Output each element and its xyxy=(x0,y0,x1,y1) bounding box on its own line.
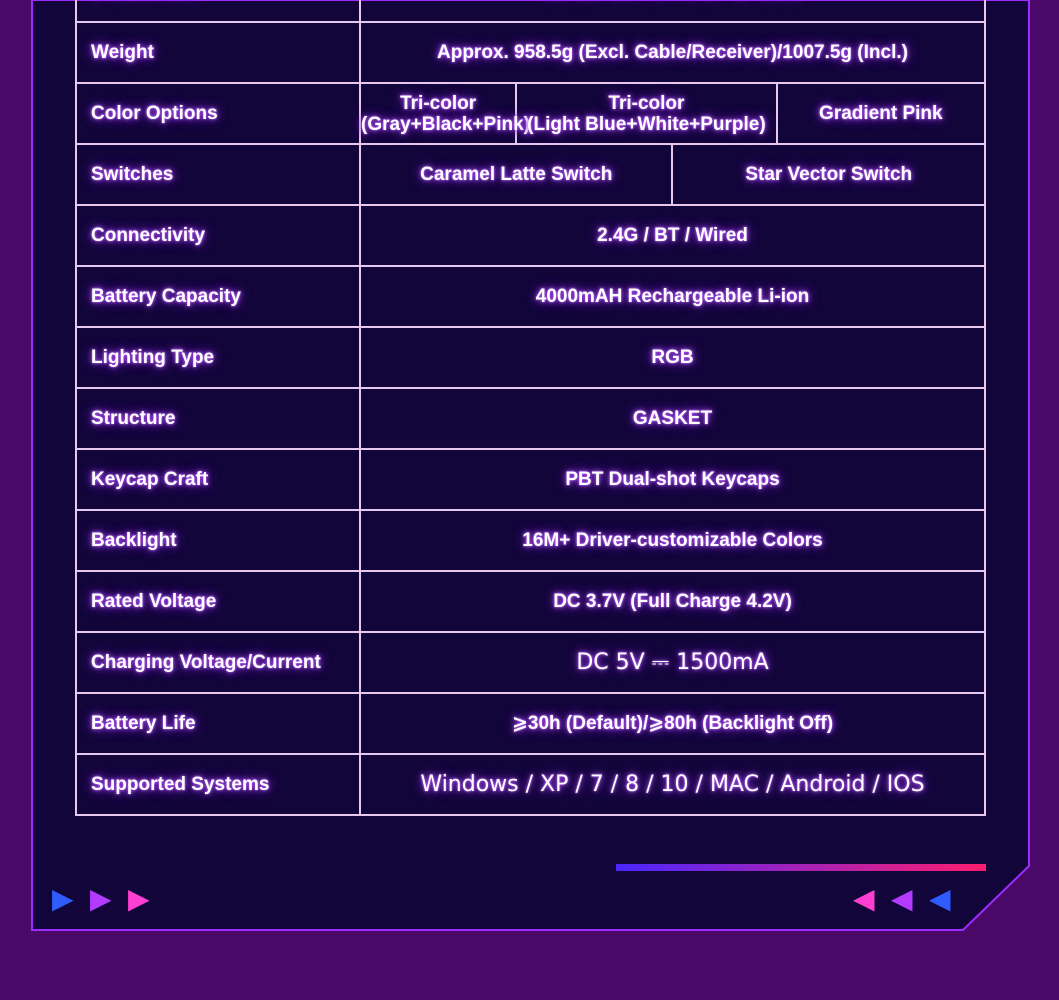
spec-row-supported-systems xyxy=(76,754,985,815)
spec-row-lighting-type xyxy=(76,327,985,388)
spec-row-structure xyxy=(76,388,985,449)
spec-label-charging: Charging Voltage/Current xyxy=(76,632,360,693)
spec-label-weight: Weight xyxy=(76,22,360,83)
spec-value-battery-life: ⩾30h (Default)/⩾80h (Backlight Off) xyxy=(360,693,985,754)
color-option-1-line2: (Gray+Black+Pink) xyxy=(361,113,530,135)
spec-value-connectivity: 2.4G / BT / Wired xyxy=(360,205,985,266)
spec-value-supported-systems: Windows / XP / 7 / 8 / 10 / MAC / Android / IOS xyxy=(360,754,985,815)
spec-row-dimensions xyxy=(76,0,985,22)
spec-value-rated-voltage: DC 3.7V (Full Charge 4.2V) xyxy=(360,571,985,632)
arrow-right-icon: ▶ xyxy=(52,883,74,914)
color-option-1-line1: Tri-color xyxy=(400,92,477,114)
spec-label-switches: Switches xyxy=(76,144,360,205)
spec-label-keycap-craft: Keycap Craft xyxy=(76,449,360,510)
spec-row-battery-life xyxy=(76,693,985,754)
spec-value-charging: DC 5V ⎓ 1500mA xyxy=(360,632,985,693)
spec-row-battery-capacity xyxy=(76,266,985,327)
spec-row-backlight xyxy=(76,510,985,571)
gradient-accent-bar xyxy=(616,864,986,871)
spec-row-rated-voltage xyxy=(76,571,985,632)
spec-label-rated-voltage: Rated Voltage xyxy=(76,571,360,632)
spec-label-connectivity: Connectivity xyxy=(76,205,360,266)
spec-label-battery-capacity: Battery Capacity xyxy=(76,266,360,327)
spec-row-keycap-craft xyxy=(76,449,985,510)
spec-label-supported-systems: Supported Systems xyxy=(76,754,360,815)
spec-table xyxy=(75,0,986,816)
switch-option-2: Star Vector Switch xyxy=(672,144,985,205)
spec-row-weight xyxy=(76,22,985,83)
color-option-1 xyxy=(360,83,530,144)
color-option-2-line1: Tri-color xyxy=(608,92,685,114)
spec-row-color-options xyxy=(76,83,985,144)
arrow-left-icon: ◀ xyxy=(891,883,913,914)
spec-value-keycap-craft: PBT Dual-shot Keycaps xyxy=(360,449,985,510)
spec-value-structure: GASKET xyxy=(360,388,985,449)
spec-value-lighting-type: RGB xyxy=(360,327,985,388)
spec-label-backlight: Backlight xyxy=(76,510,360,571)
spec-row-switches xyxy=(76,144,985,205)
spec-row-charging xyxy=(76,632,985,693)
arrow-right-icon: ▶ xyxy=(90,883,112,914)
spec-value-backlight: 16M+ Driver-customizable Colors xyxy=(360,510,985,571)
spec-value-weight: Approx. 958.5g (Excl. Cable/Receiver)/1007.5g (Incl.) xyxy=(360,22,985,83)
arrow-left-icon: ◀ xyxy=(929,883,951,914)
spec-label-structure: Structure xyxy=(76,388,360,449)
spec-value-dimensions xyxy=(360,0,985,22)
spec-label-dimensions xyxy=(76,0,360,22)
arrow-right-icon: ▶ xyxy=(128,883,150,914)
spec-value-battery-capacity: 4000mAH Rechargeable Li-ion xyxy=(360,266,985,327)
spec-row-connectivity xyxy=(76,205,985,266)
spec-label-color-options: Color Options xyxy=(76,83,360,144)
color-option-2-line2: (Light Blue+White+Purple) xyxy=(527,113,766,135)
switch-option-1: Caramel Latte Switch xyxy=(360,144,672,205)
color-option-3-label: Gradient Pink xyxy=(819,102,943,124)
spec-label-battery-life: Battery Life xyxy=(76,693,360,754)
color-option-3 xyxy=(777,83,985,144)
color-option-2 xyxy=(516,83,776,144)
spec-label-lighting-type: Lighting Type xyxy=(76,327,360,388)
arrow-left-icon: ◀ xyxy=(853,883,875,914)
